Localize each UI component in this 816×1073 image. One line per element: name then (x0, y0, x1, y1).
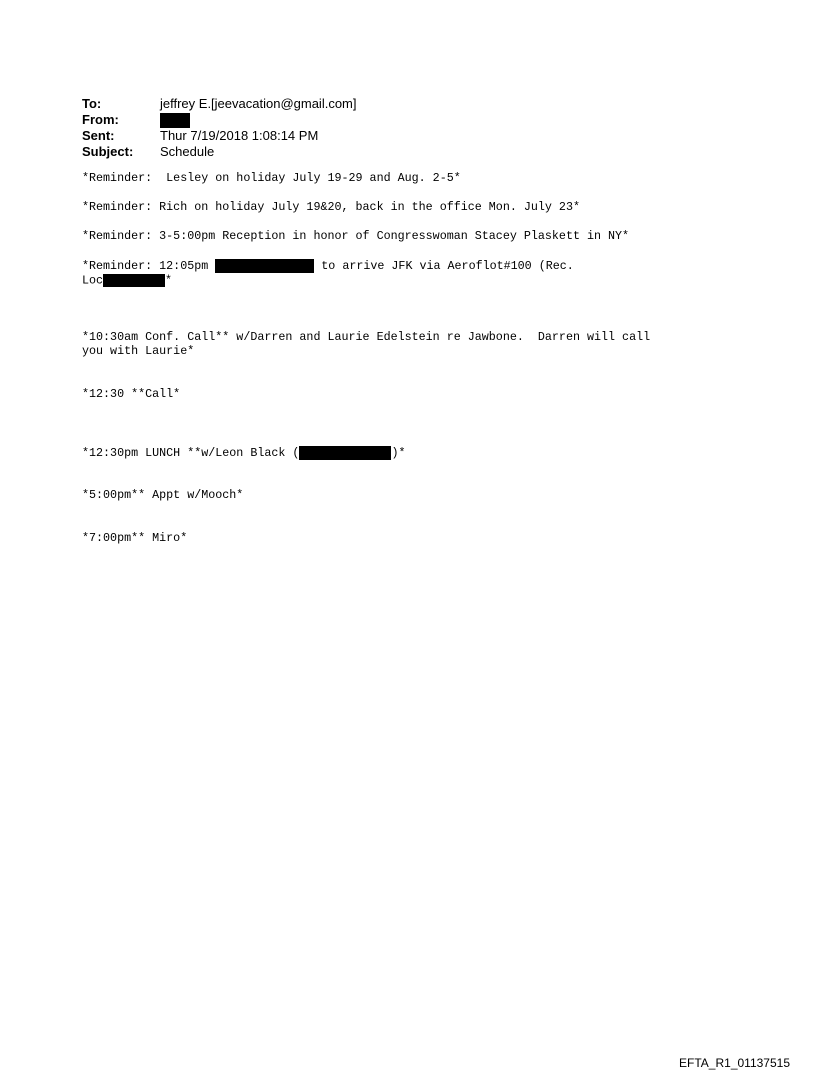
redaction-block (215, 259, 314, 273)
to-label: To: (82, 96, 102, 111)
bates-number: EFTA_R1_01137515 (679, 1056, 790, 1070)
reminder-arrival-end: to arrive JFK via Aeroflot#100 (Rec. (314, 259, 574, 274)
reminder-arrival-cont (82, 274, 172, 288)
sent-value: Thur 7/19/2018 1:08:14 PM (160, 128, 319, 143)
lunch-item (82, 446, 405, 460)
appt-item: *5:00pm** Appt w/Mooch* (82, 488, 244, 502)
from-row (82, 112, 357, 128)
subject-label: Subject: (82, 144, 134, 159)
subject-row (82, 144, 357, 160)
to-row (82, 96, 357, 112)
reminder-rich: *Reminder: Rich on holiday July 19&20, back in the office Mon. July 23* (82, 200, 580, 214)
reminder-lesley: *Reminder: Lesley on holiday July 19-29 and Aug. 2-5* (82, 171, 461, 185)
conf-call-line-2: you with Laurie* (82, 344, 195, 358)
from-label: From: (82, 112, 119, 127)
email-body (82, 171, 742, 545)
reminder-reception: *Reminder: 3-5:00pm Reception in honor of Congresswoman Stacey Plaskett in NY* (82, 229, 630, 243)
lunch-start: *12:30pm LUNCH **w/Leon Black ( (82, 446, 300, 461)
reminder-arrival-start: *Reminder: 12:05pm (82, 259, 216, 274)
reminder-arrival-close: * (165, 273, 173, 288)
sent-row (82, 128, 357, 144)
redaction-block (103, 274, 165, 287)
subject-value: Schedule (160, 144, 215, 159)
reminder-arrival-loc: Loc (82, 273, 104, 288)
call-item: *12:30 **Call* (82, 387, 181, 401)
redaction-block (299, 446, 391, 460)
sent-label: Sent: (82, 128, 115, 143)
conf-call-line-1: *10:30am Conf. Call** w/Darren and Laurie Edelstein re Jawbone. Darren will call (82, 330, 651, 344)
redaction-block (160, 113, 190, 128)
reminder-arrival (82, 259, 574, 273)
email-header (82, 96, 357, 160)
miro-item: *7:00pm** Miro* (82, 531, 188, 545)
to-value: jeffrey E.[jeevacation@gmail.com] (160, 96, 357, 111)
lunch-end: )* (391, 446, 406, 461)
